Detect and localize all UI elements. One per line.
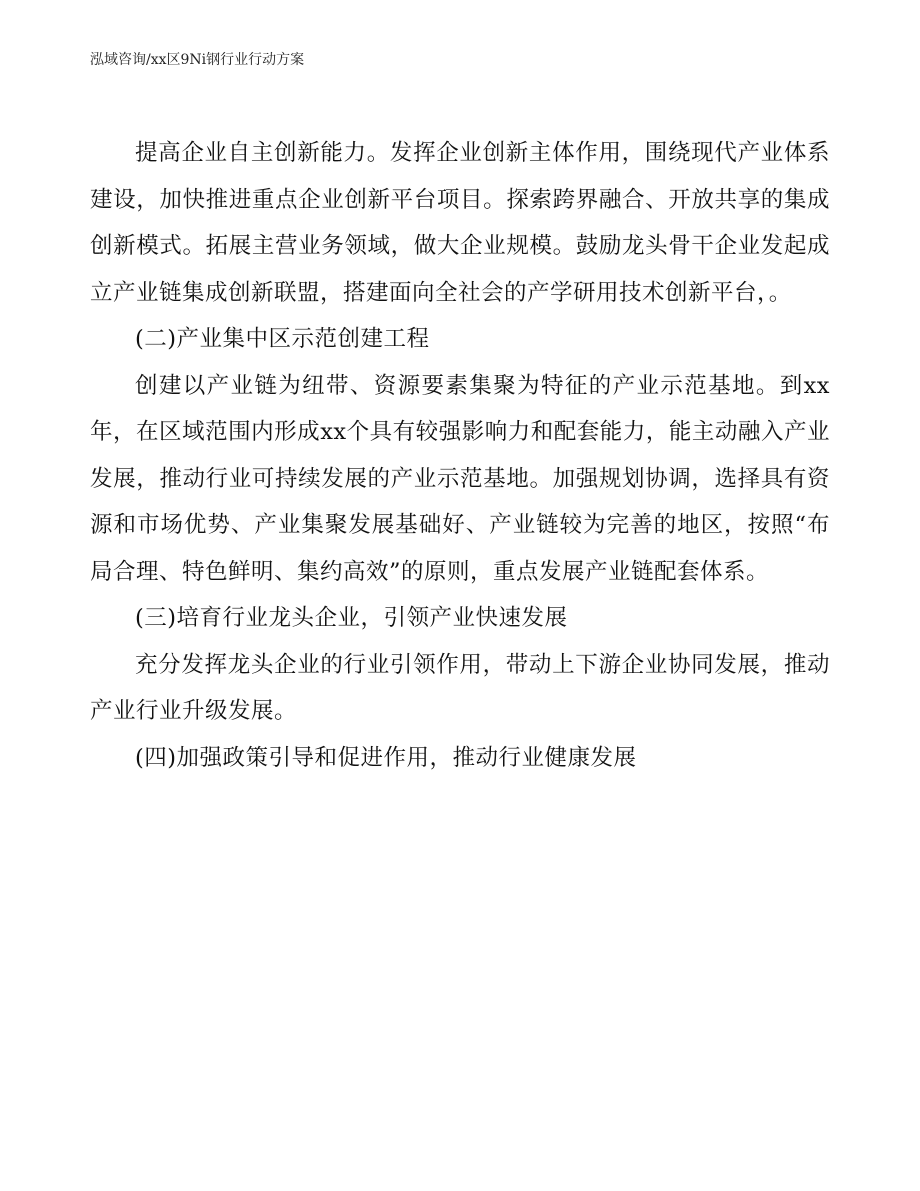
document-body xyxy=(90,130,830,781)
paragraph-innovation: 提高企业自主创新能力。发挥企业创新主体作用，围绕现代产业体系建设，加快推进重点企业创新平台项目。探索跨界融合、开放共享的集成创新模式。拓展主营业务领域，做大企业规模。鼓励龙头骨干企业发起成立产业链集成创新联盟，搭建面向全社会的产学研用技术创新平台，。 xyxy=(90,140,830,306)
paragraph-leading-enterprises: 充分发挥龙头企业的行业引领作用，带动上下游企业协同发展，推动产业行业升级发展。 xyxy=(90,651,830,724)
paragraph-demonstration-base: 创建以产业链为纽带、资源要素集聚为特征的产业示范基地。到xx年，在区域范围内形成xx个具有较强影响力和配套能力，能主动融入产业发展，推动行业可持续发展的产业示范基地。加强规划协调，选择具有资源和市场优势、产业集聚发展基础好、产业链较为完善的地区，按照“布局合理、特色鲜明、集约高效”的原则，重点发展产业链配套体系。 xyxy=(90,372,830,585)
running-header: 泓域咨询/xx区9Ni钢行业行动方案 xyxy=(90,52,305,68)
section-heading-4: (四)加强政策引导和促进作用，推动行业健康发展 xyxy=(135,744,637,771)
section-heading-3: (三)培育行业龙头企业，引领产业快速发展 xyxy=(135,605,568,631)
section-heading-2: (二)产业集中区示范创建工程 xyxy=(135,326,430,352)
